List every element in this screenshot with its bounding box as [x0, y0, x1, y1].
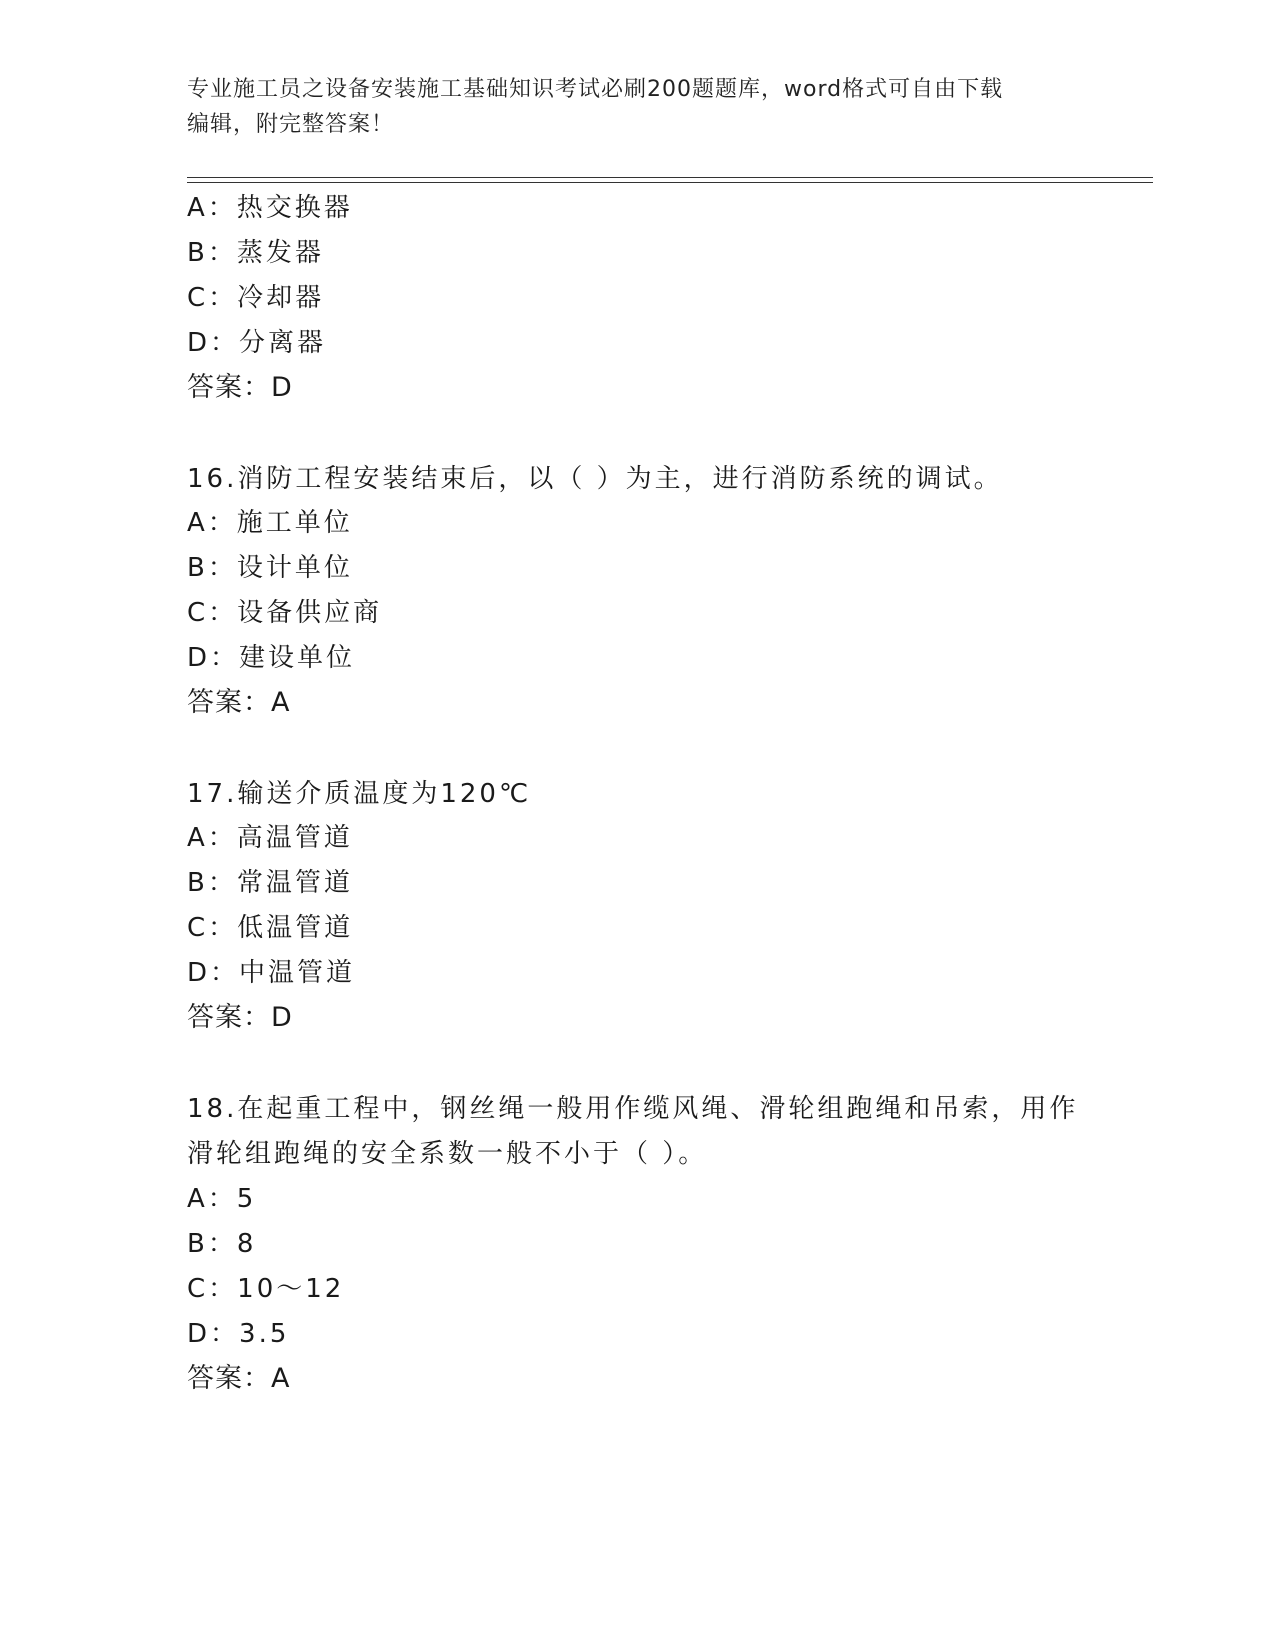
header-divider-top: [187, 177, 1153, 178]
q18-option-a: A：5: [187, 1184, 257, 1214]
header-divider-bottom: [187, 182, 1153, 183]
q18-stem-line-2: 滑轮组跑绳的安全系数一般不小于（ ）。: [187, 1139, 708, 1169]
q16-option-d: D：建设单位: [187, 643, 356, 673]
q15-option-c: C：冷却器: [187, 283, 325, 313]
q15-option-b: B：蒸发器: [187, 238, 324, 268]
q17-option-a: A：高温管道: [187, 823, 353, 853]
q17-stem: 17.输送介质温度为120℃: [187, 779, 532, 809]
q18-option-c: C：10～12: [187, 1274, 345, 1304]
header-line-1: 专业施工员之设备安装施工基础知识考试必刷200题题库，word格式可自由下载: [187, 77, 1004, 102]
q15-answer: 答案：D: [187, 372, 293, 403]
q15-option-a: A：热交换器: [187, 193, 353, 223]
q17-option-c: C：低温管道: [187, 913, 354, 943]
q16-option-a: A：施工单位: [187, 508, 353, 538]
q18-option-b: B：8: [187, 1229, 257, 1259]
q17-answer: 答案：D: [187, 1002, 293, 1033]
header-line-2: 编辑，附完整答案！: [187, 112, 395, 137]
q16-stem: 16.消防工程安装结束后，以（ ）为主，进行消防系统的调试。: [187, 464, 1003, 494]
q16-answer: 答案：A: [187, 687, 291, 718]
q16-option-b: B：设计单位: [187, 553, 353, 583]
document-header: [187, 72, 1077, 142]
q17-option-d: D：中温管道: [187, 958, 356, 988]
q17-option-b: B：常温管道: [187, 868, 353, 898]
q16-option-c: C：设备供应商: [187, 598, 383, 628]
q18-option-d: D：3.5: [187, 1319, 290, 1349]
q18-answer: 答案：A: [187, 1363, 291, 1394]
q15-option-d: D：分离器: [187, 328, 327, 358]
q18-stem-line-1: 18.在起重工程中，钢丝绳一般用作缆风绳、滑轮组跑绳和吊索，用作: [187, 1094, 1079, 1124]
